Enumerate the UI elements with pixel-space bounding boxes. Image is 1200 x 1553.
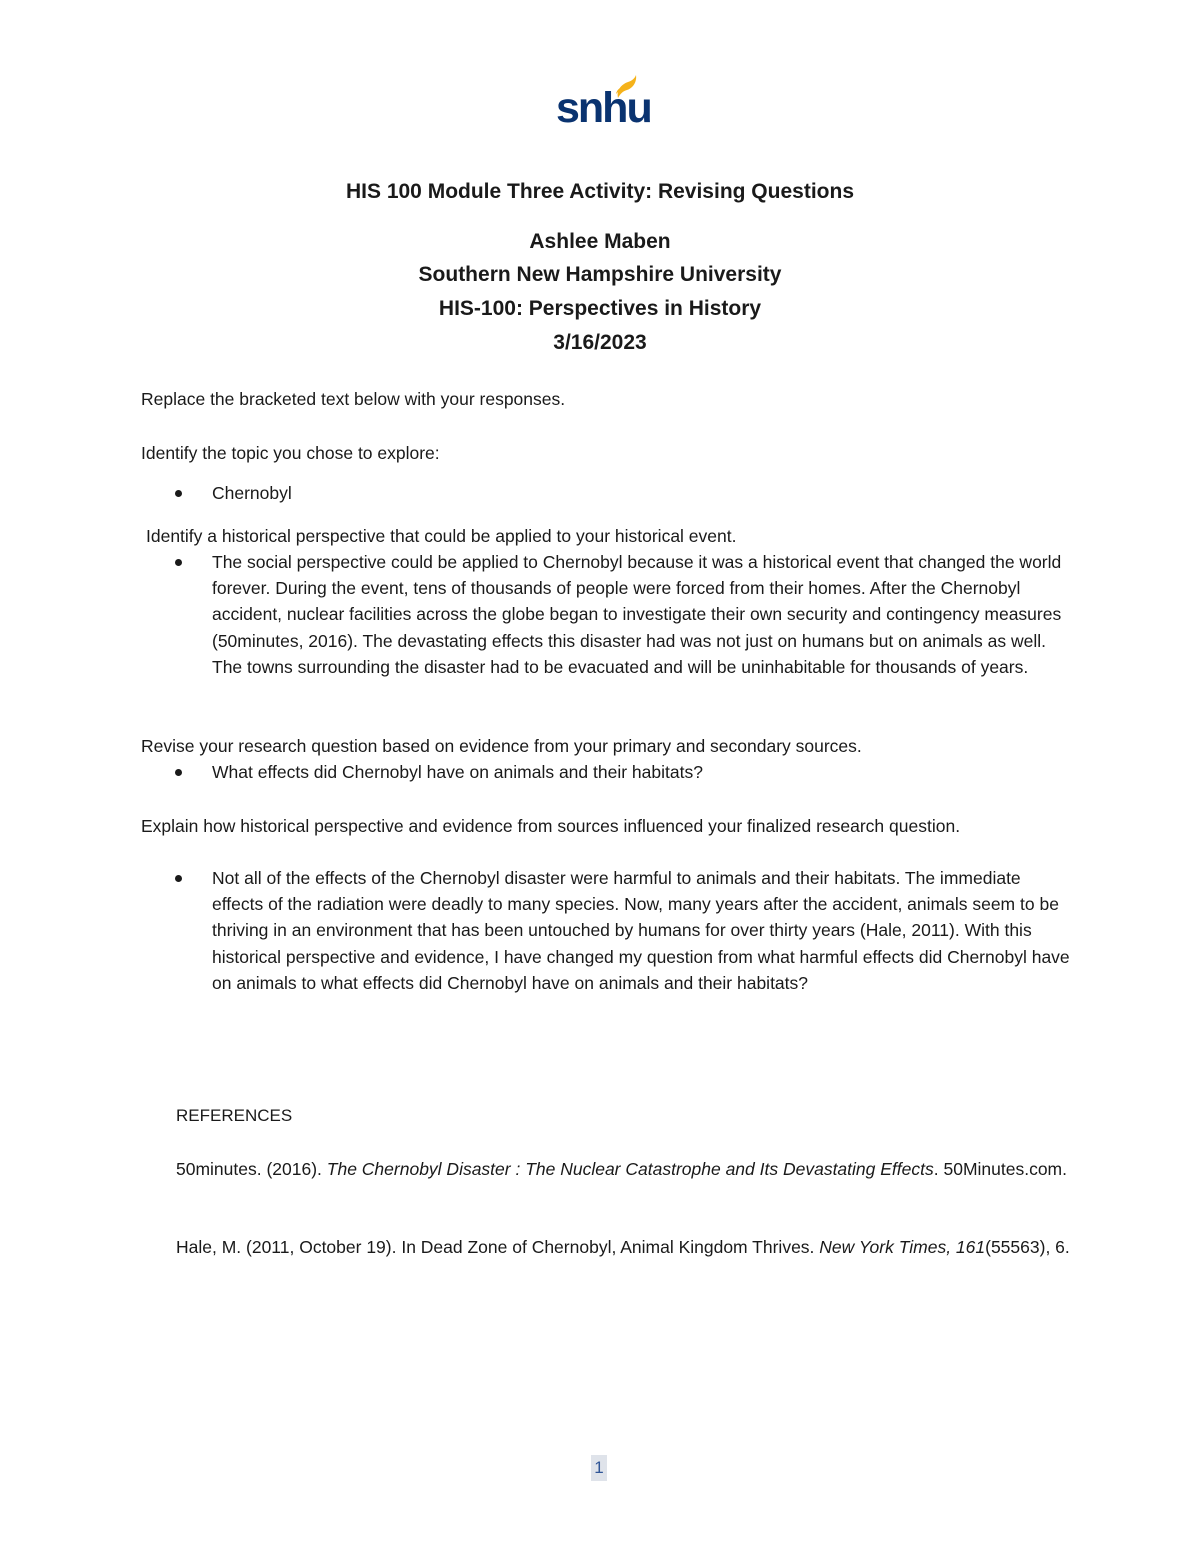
prompt-explain: Explain how historical perspective and evidence from sources influenced your finalized research question. [141, 816, 961, 836]
reference-text: Hale, M. (2011, October 19). In Dead Zone of Chernobyl, Animal Kingdom Thrives. [176, 1237, 820, 1257]
snhu-logo [556, 74, 651, 134]
prompt-revise: Revise your research question based on evidence from your primary and secondary sources. [141, 736, 862, 756]
answer-topic: Chernobyl [212, 483, 292, 503]
reference-item [176, 1156, 1072, 1182]
logo-wordmark: snhu [556, 84, 651, 132]
list-item [170, 865, 1070, 996]
answer-perspective: The social perspective could be applied to Chernobyl because it was a historical event that changed the world forever. During the event, tens of thousands of people were forced from their homes. After the Chernobyl accident, nuclear facilities across the globe began to investigate their own security and contingency measures (50minutes, 2016). The devastating effects this disaster had was not just on humans but on animals as well. The towns surrounding the disaster had to be evacuated and will be uninhabitable for thousands of years. [212, 552, 1062, 677]
bullet-icon [175, 769, 182, 776]
bullet-icon [175, 490, 182, 497]
reference-title: New York Times, 161 [819, 1237, 986, 1257]
reference-item [176, 1234, 1072, 1260]
answer-explain: Not all of the effects of the Chernobyl disaster were harmful to animals and their habitats. The immediate effects of the radiation were deadly to many species. Now, many years after the accident, animals seem to be thriving in an environment that has been untouched by humans for over thirty years (Hale, 2011). With this historical perspective and evidence, I have changed my question from what harmful effects did Chernobyl have on animals to what effects did Chernobyl have on animals and their habitats? [212, 868, 1070, 993]
list-item [170, 480, 1070, 506]
reference-text: 50minutes. (2016). [176, 1159, 327, 1179]
references-heading: REFERENCES [176, 1106, 293, 1125]
bullet-icon [175, 559, 182, 566]
revise-list [170, 759, 1070, 785]
course-name: HIS-100: Perspectives in History [438, 297, 762, 320]
reference-title: The Chernobyl Disaster : The Nuclear Catastrophe and Its Devastating Effects [326, 1159, 934, 1179]
bullet-icon [175, 875, 182, 882]
list-item [170, 549, 1070, 680]
page-number: 1 [591, 1455, 607, 1481]
perspective-list [170, 549, 1070, 680]
topic-list [170, 480, 1070, 506]
reference-text: . 50Minutes.com. [933, 1159, 1067, 1179]
prompt-topic: Identify the topic you chose to explore: [141, 443, 440, 463]
document-title: HIS 100 Module Three Activity: Revising Questions [345, 180, 854, 203]
answer-revise: What effects did Chernobyl have on animals and their habitats? [212, 762, 703, 782]
prompt-perspective: Identify a historical perspective that could be applied to your historical event. [146, 526, 737, 546]
school-name: Southern New Hampshire University [418, 263, 782, 286]
reference-text: (55563), 6. [985, 1237, 1070, 1257]
list-item [170, 759, 1070, 785]
instruction-text: Replace the bracketed text below with your responses. [141, 389, 566, 409]
document-date: 3/16/2023 [553, 331, 647, 354]
author-name: Ashlee Maben [529, 230, 671, 253]
explain-list [170, 865, 1070, 996]
